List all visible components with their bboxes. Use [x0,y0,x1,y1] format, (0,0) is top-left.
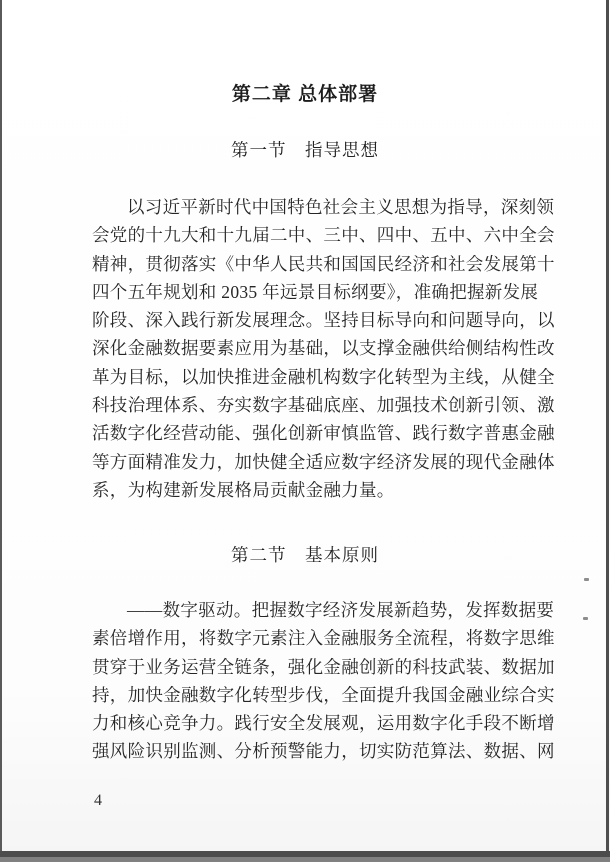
text-line: ——数字驱动。把握数字经济发展新趋势，发挥数据要 [127,600,555,620]
text-line: 贯穿于业务运营全链条，强化金融创新的科技武装、数据加 [92,656,555,677]
text-line: 四个五年规划和 2035 年远景目标纲要》，准确把握新发展 [92,281,539,302]
section-1-title: 第一节 指导思想 [231,140,379,160]
text-line: 等方面精准发力，加快健全适应数字经济发展的现代金融体 [92,451,555,472]
chapter-title: 第二章 总体部署 [231,84,379,105]
page-number: 4 [94,792,102,809]
text-line: 深化金融数据要素应用为基础，以支撑金融供给侧结构性改 [92,338,555,359]
scan-speck [583,617,588,620]
text-line: 以习近平新时代中国特色社会主义思想为指导，深刻领 [127,197,555,217]
section-2-title: 第二节 基本原则 [231,545,379,565]
scan-edge-bottom-outer [0,857,610,862]
text-line: 力和核心竞争力。践行安全发展观，运用数字化手段不断增 [92,713,555,734]
text-line: 系，为构建新发展格局贡献金融力量。 [92,479,395,500]
scan-edge-left [0,0,2,862]
text-line: 革为目标，以加快推进金融机构数字化转型为主线，从健全 [92,366,555,387]
scan-speck [584,578,589,581]
section-1-paragraph [92,193,555,504]
section-2-paragraph [92,596,555,766]
text-line: 素倍增作用，将数字元素注入金融服务全流程，将数字思维 [92,628,555,649]
text-line: 强风险识别监测、分析预警能力，切实防范算法、数据、网 [92,741,555,762]
text-line: 阶段、深入践行新发展理念。坚持目标导向和问题导向，以 [92,310,555,331]
text-line: 持，加快金融数字化转型步伐，全面提升我国金融业综合实 [92,684,555,705]
text-line: 科技治理体系、夯实数字基础底座、加强技术创新引领、激 [92,395,555,416]
text-line: 活数字化经营动能、强化创新审慎监管、践行数字普惠金融 [92,423,555,444]
scan-edge-right [606,0,609,862]
text-line: 会党的十九大和十九届二中、三中、四中、五中、六中全会 [92,225,555,246]
text-line: 精神，贯彻落实《中华人民共和国国民经济和社会发展第十 [92,253,555,274]
